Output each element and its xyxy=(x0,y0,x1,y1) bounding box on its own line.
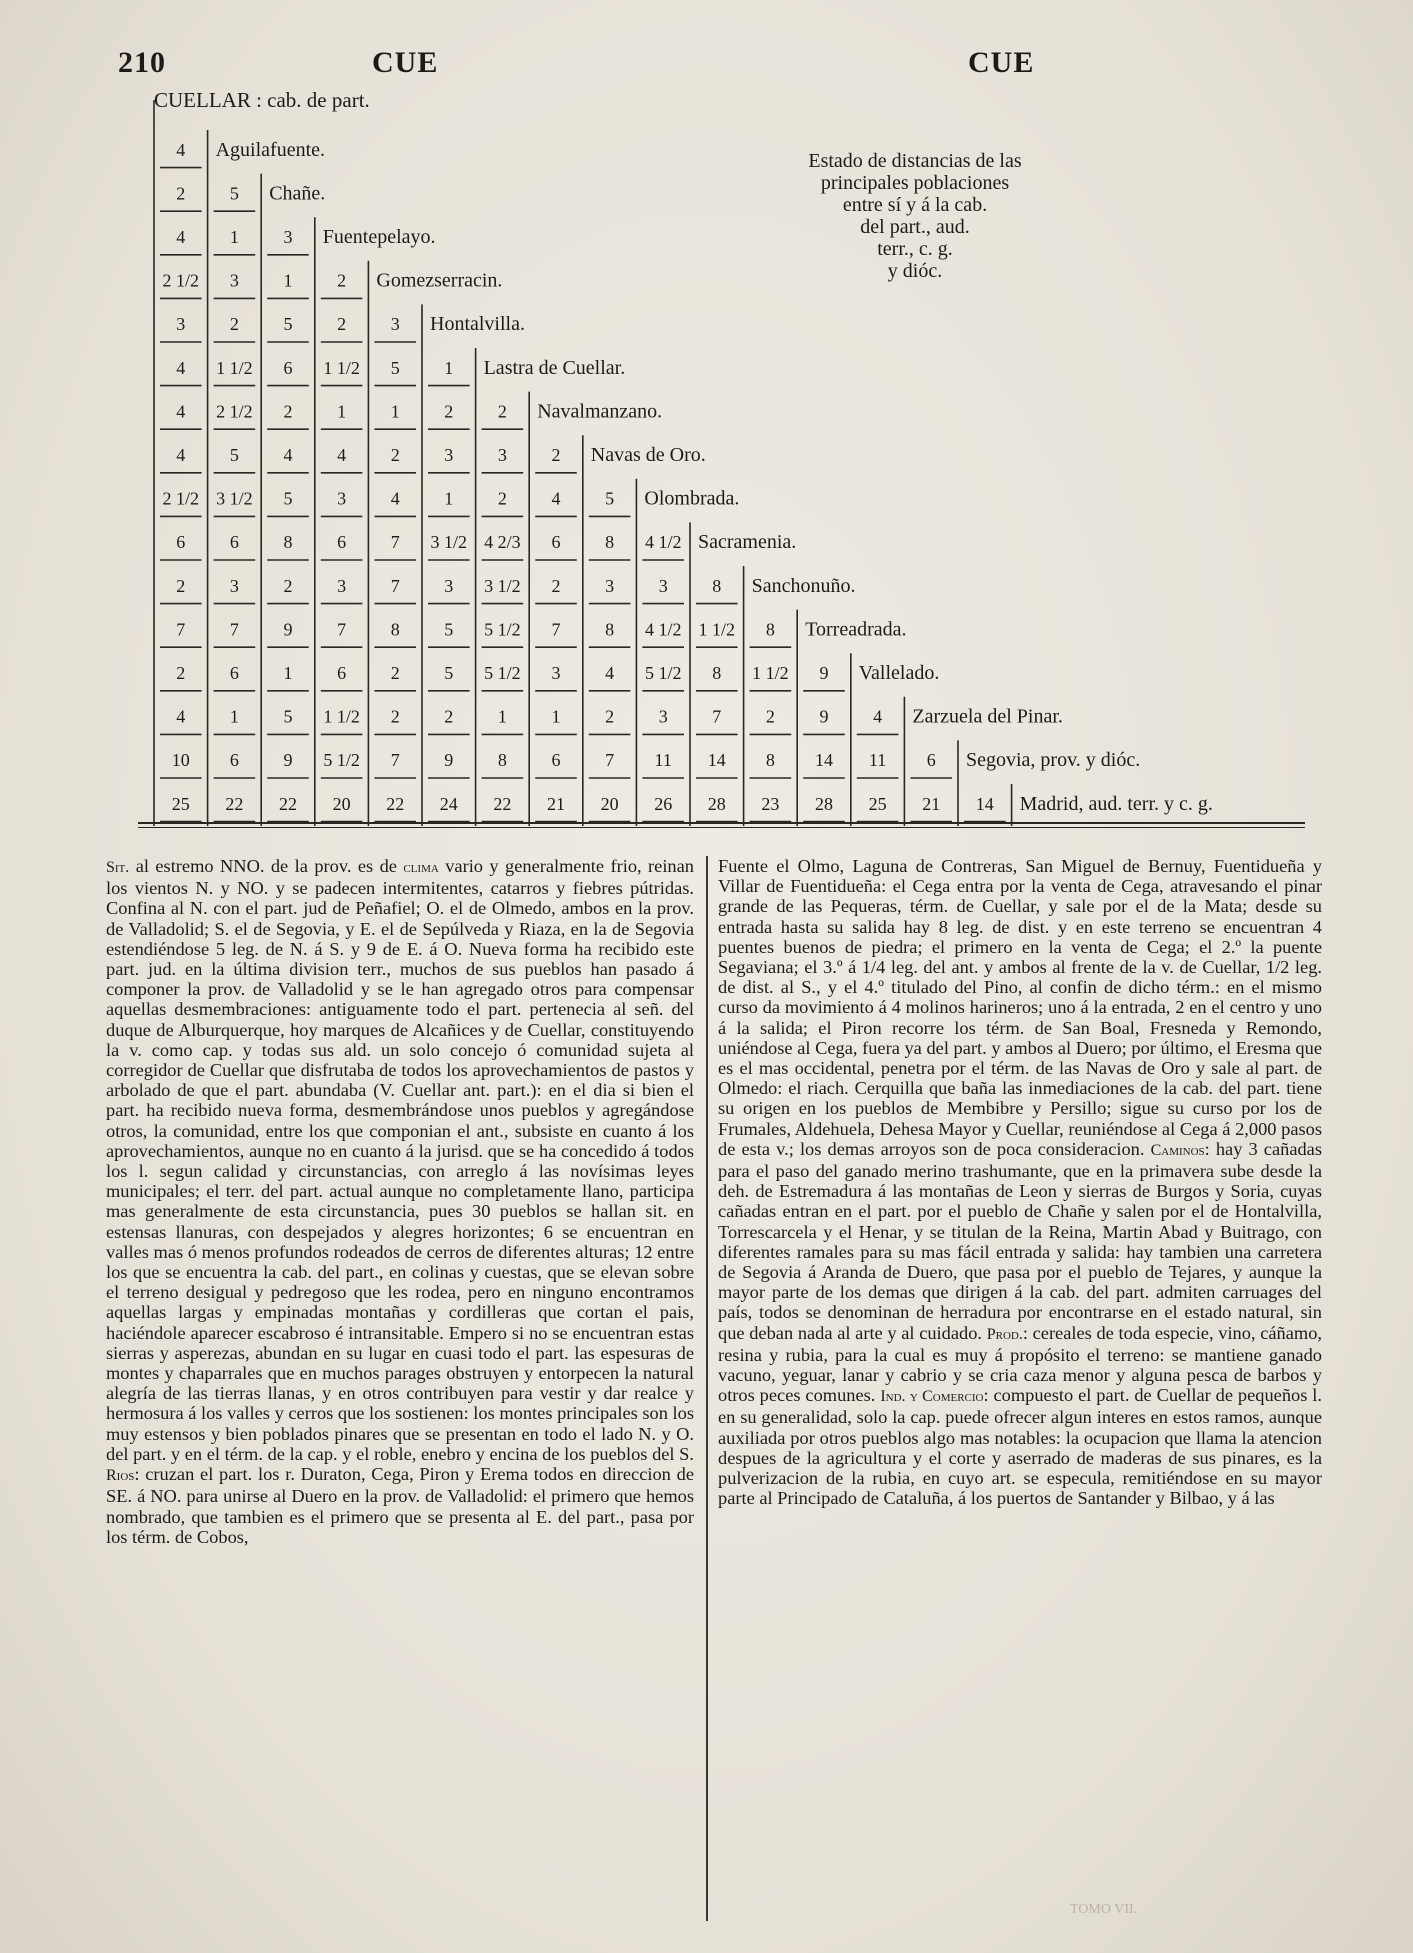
distance-triangle-table xyxy=(0,0,1413,840)
distance-cell: 8 xyxy=(712,575,722,596)
town-name: Hontalvilla. xyxy=(430,313,525,336)
distance-cell: 2 xyxy=(337,270,347,291)
distance-cell: 2 xyxy=(390,663,400,683)
distance-cell: 1 xyxy=(283,270,293,291)
distance-cell: 2 xyxy=(337,314,347,335)
distance-cell: 7 xyxy=(712,706,722,727)
distance-cell: 9 xyxy=(819,706,829,727)
distance-cell: 11 xyxy=(868,750,887,771)
distance-cell: 1 1/2 xyxy=(323,706,360,727)
caption-line: principales poblaciones xyxy=(820,172,1010,194)
distance-cell: 21 xyxy=(547,793,565,814)
town-name: Vallelado. xyxy=(858,662,940,684)
distance-cell: 3 xyxy=(176,314,186,335)
town-name: Madrid, aud. terr. y c. g. xyxy=(1019,792,1213,815)
caption-line: entre sí y á la cab. xyxy=(842,194,988,216)
distance-cell: 4 xyxy=(390,488,400,509)
section-label-ind: Ind. y Comercio xyxy=(880,1388,984,1406)
distance-cell: 7 xyxy=(176,619,186,640)
distance-cell: 24 xyxy=(439,793,458,814)
distance-cell: 26 xyxy=(654,793,673,814)
distance-cell: 1 xyxy=(229,706,239,727)
distance-cell: 5 xyxy=(283,488,293,509)
table-bottom-rule-thin xyxy=(138,827,1305,828)
distance-cell: 1 xyxy=(229,227,239,247)
distance-cell: 9 xyxy=(283,750,293,771)
town-name: Zarzuela del Pinar. xyxy=(912,705,1063,728)
distance-cell: 25 xyxy=(171,793,190,814)
distance-cell: 2 xyxy=(765,706,775,727)
distance-cell: 14 xyxy=(707,750,726,771)
distance-cell: 1 1/2 xyxy=(698,619,736,640)
distance-cell: 7 xyxy=(229,619,239,640)
distance-cell: 11 xyxy=(654,750,672,771)
town-name: Aguilafuente. xyxy=(215,138,326,161)
distance-cell: 3 xyxy=(658,575,668,596)
distance-cell: 5 1/2 xyxy=(323,750,360,771)
section-label-rios: Rios xyxy=(106,1467,135,1485)
text-column-right xyxy=(718,856,1322,1926)
distance-cell: 2 xyxy=(444,706,454,727)
distance-cell: 3 1/2 xyxy=(430,532,468,553)
distance-cell: 4 xyxy=(283,445,293,465)
distance-cell: 5 1/2 xyxy=(644,663,682,683)
distance-cell: 2 xyxy=(176,575,186,596)
town-name: Olombrada. xyxy=(644,487,740,510)
distance-cell: 21 xyxy=(922,793,941,814)
distance-cell: 2 xyxy=(229,314,239,335)
distance-cell: 3 xyxy=(337,488,347,509)
distance-cell: 25 xyxy=(868,793,887,814)
distance-cell: 4 xyxy=(551,488,561,509)
distance-cell: 2 xyxy=(283,401,293,422)
caption-line: y dióc. xyxy=(887,260,943,282)
distance-cell: 3 xyxy=(390,314,400,335)
distance-cell: 5 xyxy=(444,663,454,683)
distance-cell: 5 1/2 xyxy=(484,619,521,640)
distance-cell: 1 xyxy=(283,663,293,683)
distance-cell: 4 xyxy=(176,139,186,160)
town-name: Navalmanzano. xyxy=(537,400,663,423)
distance-cell: 7 xyxy=(337,619,347,640)
distance-cell: 2 1/2 xyxy=(162,270,200,291)
paragraph-text: al estremo NNO. de la prov. es de xyxy=(129,856,404,876)
distance-cell: 7 xyxy=(605,750,615,771)
distance-cell: 6 xyxy=(229,663,239,683)
distance-cell: 2 xyxy=(551,575,561,596)
distance-cell: 8 xyxy=(765,619,775,640)
distance-cell: 1 xyxy=(497,706,507,727)
town-name: Chañe. xyxy=(269,182,326,205)
running-header-right: CUE xyxy=(968,46,1035,79)
distance-cell: 23 xyxy=(761,793,780,814)
distance-cell: 3 xyxy=(337,575,347,596)
distance-cell: 6 xyxy=(337,532,347,553)
text-column-left xyxy=(106,856,694,1926)
distance-cell: 2 xyxy=(497,488,507,509)
distance-cell: 22 xyxy=(225,793,244,814)
distance-cell: 4 xyxy=(873,706,883,727)
distance-cell: 6 xyxy=(229,750,239,771)
paragraph-text: : hay 3 cañadas para el paso del ganado merino trashumante, que en la primavera sube desde la deh. de Estremadura á las montañas de Leon y sierras de Burgos y Soria, cuyas cañadas entran en el part. por el pueblo de Chañe y salen por el de Hontalvilla, Torrescarcela y el Henar, y se titulan de la Reina, Martin Abad y Buitrago, con diferentes ramales para su mas fácil entrada y salida: hay tambien una carretera de Segovia á Aranda de Duero, que pasa por el pueblo de Tejares, y aunque la mayor parte de los demas que dirigen á la cab. del part. admiten carruages del país, todos se denominan de herradura por encontrarse en el estado natural, sin que deban nada al arte y al cuidado. xyxy=(718,1138,1322,1343)
distance-cell: 6 xyxy=(176,532,186,553)
town-name: Sanchonuño. xyxy=(751,574,856,597)
distance-cell: 5 xyxy=(390,357,400,378)
distance-cell: 2 xyxy=(497,401,507,422)
distance-cell: 5 xyxy=(444,619,454,640)
distance-cell: 7 xyxy=(390,575,400,596)
distance-cell: 2 xyxy=(390,706,400,727)
distance-cell: 6 xyxy=(229,532,239,553)
distance-cell: 7 xyxy=(551,619,561,640)
town-name: Gomezserracin. xyxy=(376,269,503,292)
distance-cell: 8 xyxy=(390,619,400,640)
distance-cell: 4 2/3 xyxy=(484,532,521,553)
distance-cell: 5 xyxy=(605,488,615,509)
distance-cell: 9 xyxy=(819,663,829,683)
distance-cell: 22 xyxy=(386,793,405,814)
distance-cell: 8 xyxy=(712,663,722,683)
column-divider xyxy=(706,856,708,1921)
paragraph-text: Fuente el Olmo, Laguna de Contreras, San Miguel de Bernuy, Fuentidueña y Villar de Fuentidueña: el Cega entra por la venta de Cega, atravesando el pinar grande de las Pequeras, térm. de Cuellar, y sale por el de la Mata; desde su entrada hasta su salida hay 8 leg. de dist. y en este terreno se encuentran 4 puentes buenos de piedra; el primero en la venta de Cega; el 2.º la puente Segaviana; el 3.º á 1/4 leg. del ant. y ambos al frente de la v. de Cuellar, 1/2 leg. de dist. al S., y el 4.º titulado del Pino, al confin de dicho térm.: en el mismo curso da movimiento á 4 molinos harineros; uno á la entrada, 2 en el centro y uno á la salida; el Piron recorre los térm. de San Boal, Fresneda y Remondo, uniéndose al Cega, fuera ya del part. y ambos al Duero; por último, el Eresma que es el mas occidental, penetra por el térm. de las Navas de Oro y sale al part. de Olmedo: el riach. Cerquilla que baña las inmediaciones de la cab. del part. tiene su origen en los pueblos de Membibre y Persillo; sigue su curso por los de Frumales, Aldehuela, Dehesa Mayor y Cuellar, reuniéndose al Cega á 2,000 pasos de esta v.; los demas arroyos son de poca consideracion. xyxy=(718,856,1322,1159)
town-name: Torreadrada. xyxy=(805,618,907,641)
distance-cell: 6 xyxy=(926,750,936,771)
distance-cell: 3 xyxy=(497,445,507,465)
distance-cell: 6 xyxy=(283,357,293,378)
distance-cell: 2 xyxy=(444,401,454,422)
distance-cell: 5 xyxy=(229,445,239,465)
distance-cell: 2 xyxy=(605,706,615,727)
distance-cell: 10 xyxy=(171,750,190,771)
distance-cell: 6 xyxy=(337,663,347,683)
distance-cell: 14 xyxy=(975,793,994,814)
distance-cell: 1 1/2 xyxy=(752,663,789,683)
distance-cell: 4 1/2 xyxy=(644,532,682,553)
section-label-caminos: Caminos xyxy=(1150,1141,1205,1159)
town-name: Navas de Oro. xyxy=(590,444,706,466)
distance-cell: 3 xyxy=(658,706,668,727)
distance-cell: 4 xyxy=(176,706,186,727)
caption-line: del part., aud. xyxy=(860,216,970,238)
distance-cell: 3 xyxy=(444,445,454,465)
distance-cell: 5 xyxy=(283,314,293,335)
distance-cell: 5 xyxy=(283,706,293,727)
distance-cell: 2 xyxy=(176,663,186,683)
distance-cell: 2 xyxy=(176,183,186,204)
distance-cell: 4 1/2 xyxy=(644,619,682,640)
distance-cell: 1 xyxy=(444,357,454,378)
paragraph-text: : compuesto el part. de Cuellar de pequeños l. en su generalidad, solo la cap. puede ofrecer algun interes en estos ramos, aunque auxiliada por otros pueblos algo mas notables: la ocupacion que llama la atencion despues de la agricultura y el corte y aserrado de maderas de sus pinares, es la pulverizacion de la rubia, en cuyo art. se especula, remitiéndose en su mayor parte al Principado de Cataluña, á los puertos de Santander y Bilbao, y á las xyxy=(718,1385,1322,1509)
distance-cell: 1 xyxy=(551,706,561,727)
distance-cell: 3 xyxy=(283,227,293,247)
section-label-sit: Sit. xyxy=(106,859,130,876)
distance-cell: 3 1/2 xyxy=(216,488,253,509)
distance-cell: 4 xyxy=(176,357,186,378)
distance-cell: 6 xyxy=(551,532,561,553)
distance-cell: 8 xyxy=(605,619,615,640)
paragraph-text: : cereales de toda especie, vino, cáñamo, resina y rubia, para la cual es muy á propósito el terreno: se mantiene ganado vacuno, yeguar, lanar y cabrio y se cria caza menor y alguna pesca de barbos y otros peces comunes. xyxy=(718,1322,1322,1406)
distance-cell: 9 xyxy=(283,619,293,640)
distance-cell: 3 xyxy=(605,575,615,596)
distance-cell: 2 1/2 xyxy=(216,401,253,422)
distance-cell: 1 xyxy=(337,401,347,422)
distance-cell: 1 xyxy=(444,488,454,509)
distance-cell: 4 xyxy=(605,663,615,683)
paragraph-text: vario y generalmente frio, reinan los vientos N. y NO. y se padecen intermitentes, catarros y fiebres pútridas. Confina al N. con el part. jud de Peñafiel; O. el de Olmedo, ambos en la prov. de Valladolid; S. el de Segovia, y E. el de Sepúlveda y Riaza, en la de Segovia estendiéndose 5 leg. de N. á S. y 9 de E. á O. Nueva forma ha recibido este part. jud. en la última division terr., muchos de sus pueblos han pasado á componer la prov. de Valladolid y se le han agregado otros para compensar aquellas desmembraciones: antiguamente todo el part. pertenecia al señ. del duque de Alburquerque, hoy marques de Alcañices y de Cuellar, constituyendo la v. como cap. y todas sus ald. un solo concejo ó comunidad sujeta al corregidor de Cuellar que disfrutaba de todos los aprovechamientos de pastos y arbolado de que el part. abundaba (V. Cuellar ant. part.): en el dia si bien el part. ha recibido nueva forma, desmembrándose unos pueblos y agregándose otros, la comunidad, entre los que componian el ant., subsiste en cuanto á los aprovechamientos, aunque no en cuanto á la jurisd. que se ha concedido á todos los l. segun calidad y circunstancias, con arreglo á las novísimas leyes municipales; el terr. del part. actual aunque no completamente llano, participa mas generalmente de esta circunstancia, pues 30 pueblos se hallan sit. en estensas llanuras, con despejados y alegres horizontes; 6 se encuentran en valles mas ó menos profundos rodeados de cerros de diferentes alturas; 12 entre los que se encuentra la cab. del part., en colinas y cuestas, que se elevan sobre el terreno desigual y pedregoso que les rodea, pero en ninguno encontramos aquellas largas y empinadas montañas y cordilleras que cortan el pais, haciéndole aparecer escabroso é intransitable. Empero si no se encuentran estas sierras y asperezas, abundan en su lugar en cuasi todo el part. las espesuras de montes y chaparrales que en muchos parages obstruyen y entorpecen la natural alegría de las tierras llanas, y en otros contribuyen para vestir y dar realce y hermosura á los valles y cerros que los sostienen: los montes principales son los muy estensos y bien poblados pinares que se presentan en todo el lado N. y O. del part. y en el térm. de la cap. y el roble, enebro y encina de los pueblos del S. xyxy=(106,856,694,1464)
distance-cell: 28 xyxy=(815,793,833,814)
running-header-center: CUE xyxy=(372,46,439,79)
distance-cell: 3 xyxy=(229,270,239,291)
distance-cell: 2 xyxy=(551,445,561,465)
town-name: Lastra de Cuellar. xyxy=(483,356,626,379)
distance-cell: 5 1/2 xyxy=(484,663,521,683)
distance-cell: 7 xyxy=(390,750,400,771)
caption-line: terr., c. g. xyxy=(877,238,953,260)
distance-cell: 4 xyxy=(337,445,347,465)
section-label-prod: Prod. xyxy=(986,1325,1023,1343)
distance-cell: 3 1/2 xyxy=(484,575,521,596)
distance-cell: 8 xyxy=(283,532,293,553)
distance-cell: 4 xyxy=(176,401,186,422)
town-name: Fuentepelayo. xyxy=(322,226,436,248)
distance-cell: 20 xyxy=(600,793,619,814)
distance-cell: 1 1/2 xyxy=(323,357,360,378)
distance-cell: 6 xyxy=(551,750,561,771)
distance-cell: 4 xyxy=(176,227,186,247)
distance-cell: 2 1/2 xyxy=(162,488,200,509)
distance-cell: 20 xyxy=(332,793,351,814)
distance-cell: 8 xyxy=(765,750,775,771)
distance-cell: 8 xyxy=(605,532,615,553)
distance-cell: 4 xyxy=(176,445,186,465)
distance-cell: 22 xyxy=(279,793,297,814)
table-title: CUELLAR : cab. de part. xyxy=(154,88,370,112)
town-name: Segovia, prov. y dióc. xyxy=(966,749,1141,772)
page-number: 210 xyxy=(118,46,166,79)
distance-cell: 28 xyxy=(707,793,726,814)
paragraph-text: : cruzan el part. los r. Duraton, Cega, Piron y Erema todos en direccion de SE. á NO. para unirse al Duero en la prov. de Valladolid: el primero que hemos nombrado, que tambien es el primero que se presenta al E. del part., pasa por los térm. de Cobos, xyxy=(106,1464,694,1547)
distance-cell: 1 xyxy=(390,401,400,422)
distance-cell: 14 xyxy=(815,750,833,771)
distance-cell: 8 xyxy=(497,750,507,771)
caption-line: Estado de distancias de las xyxy=(808,150,1022,172)
distance-cell: 3 xyxy=(229,575,239,596)
distance-cell: 2 xyxy=(283,575,293,596)
distance-cell: 3 xyxy=(551,663,561,683)
distance-cell: 3 xyxy=(444,575,454,596)
distance-cell: 9 xyxy=(444,750,454,771)
section-label-clima: clima xyxy=(403,859,439,876)
faded-footer-mark: TOMO VII. xyxy=(1070,1902,1138,1917)
distance-cell: 5 xyxy=(229,183,239,204)
table-bottom-rule xyxy=(138,822,1305,824)
distance-cell: 7 xyxy=(390,532,400,553)
distance-cell: 2 xyxy=(390,445,400,465)
distance-cell: 22 xyxy=(493,793,512,814)
town-name: Sacramenia. xyxy=(698,531,797,554)
distance-cell: 1 1/2 xyxy=(216,357,253,378)
